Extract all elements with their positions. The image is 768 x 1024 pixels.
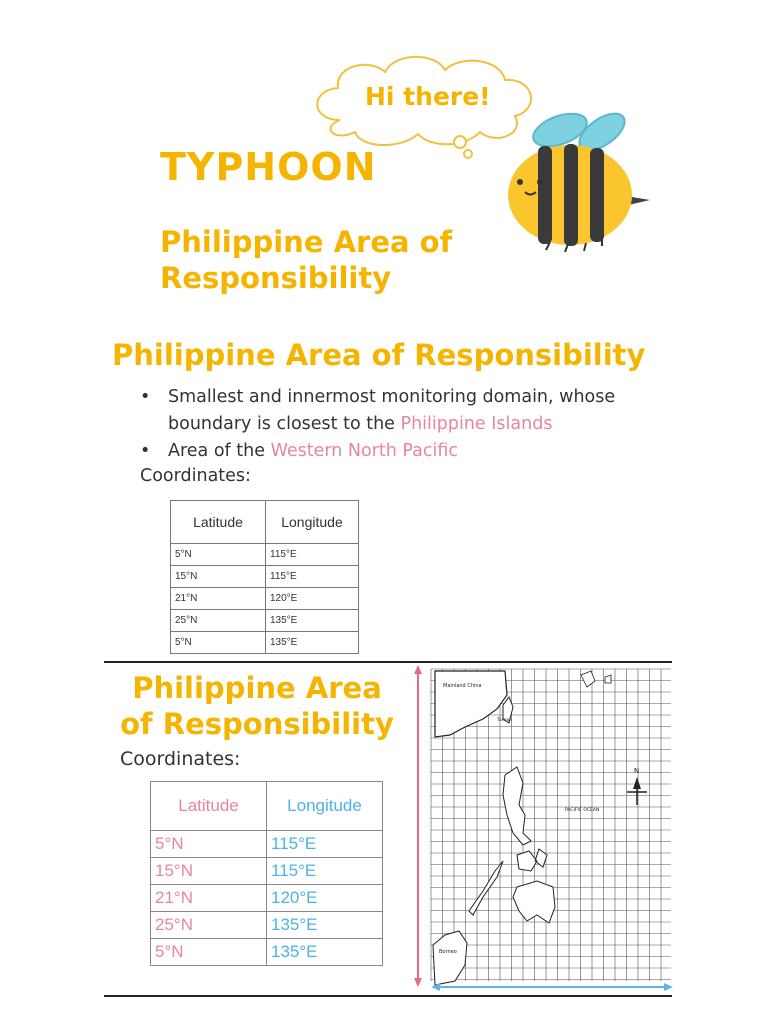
greeting-text: Hi there! — [365, 82, 491, 111]
philippines-grid-map — [405, 665, 673, 995]
coordinates-label: Coordinates: — [120, 748, 241, 770]
table-row: 15°N 115°E — [171, 566, 359, 588]
table-row: 21°N 120°E — [151, 885, 383, 912]
table-row: 5°N 135°E — [151, 939, 383, 966]
palawan-shape — [469, 861, 503, 915]
table-row: 5°N 135°E — [171, 632, 359, 654]
table-row: 5°N 115°E — [171, 544, 359, 566]
table-row: 5°N 115°E — [151, 831, 383, 858]
table-row: 15°N 115°E — [151, 858, 383, 885]
island-shape — [581, 671, 611, 687]
highlight-text: Philippine Islands — [400, 414, 553, 434]
mainland-china-shape — [435, 671, 507, 737]
table-row: 25°N 135°E — [171, 610, 359, 632]
taiwan-label: Taiwan — [497, 718, 513, 723]
compass-north-label: N — [634, 767, 640, 775]
section-heading: Philippine Area of Responsibility — [112, 338, 646, 372]
borneo-shape — [433, 931, 467, 985]
mindanao-shape — [513, 881, 555, 923]
visayas-shape — [517, 849, 547, 871]
table-row: 21°N 120°E — [171, 588, 359, 610]
ocean-label: PACIFIC OCEAN — [565, 808, 600, 813]
longitude-extent-arrow — [431, 983, 673, 991]
table-header: Longitude — [267, 782, 383, 831]
table-row: 25°N 135°E — [151, 912, 383, 939]
coordinates-label: Coordinates: — [140, 466, 251, 486]
section-divider — [104, 995, 672, 997]
bee-mascot-icon — [490, 110, 660, 260]
compass-north-icon — [627, 777, 647, 805]
page-subtitle: Philippine Area of Responsibility — [160, 225, 453, 295]
mainland-china-label: Mainland China — [443, 683, 482, 689]
section-heading: Philippine Area of Responsibility — [120, 671, 394, 741]
highlight-text: Western North Pacific — [270, 441, 459, 461]
bullet-list — [140, 384, 680, 465]
section-divider — [104, 661, 672, 663]
page-title: TYPHOON — [160, 145, 377, 189]
latitude-extent-arrow — [414, 665, 422, 987]
table-header: Latitude — [171, 501, 266, 544]
coordinates-table — [150, 781, 383, 966]
luzon-shape — [503, 767, 531, 845]
table-header: Latitude — [151, 782, 267, 831]
table-header: Longitude — [266, 501, 359, 544]
borneo-label: Borneo — [439, 949, 457, 955]
coordinates-table — [170, 500, 359, 654]
bullet-item: • Smallest and innermost monitoring domain, whose boundary is closest to the Philippine Islands — [140, 384, 680, 438]
bullet-item: • Area of the Western North Pacific — [140, 438, 680, 465]
